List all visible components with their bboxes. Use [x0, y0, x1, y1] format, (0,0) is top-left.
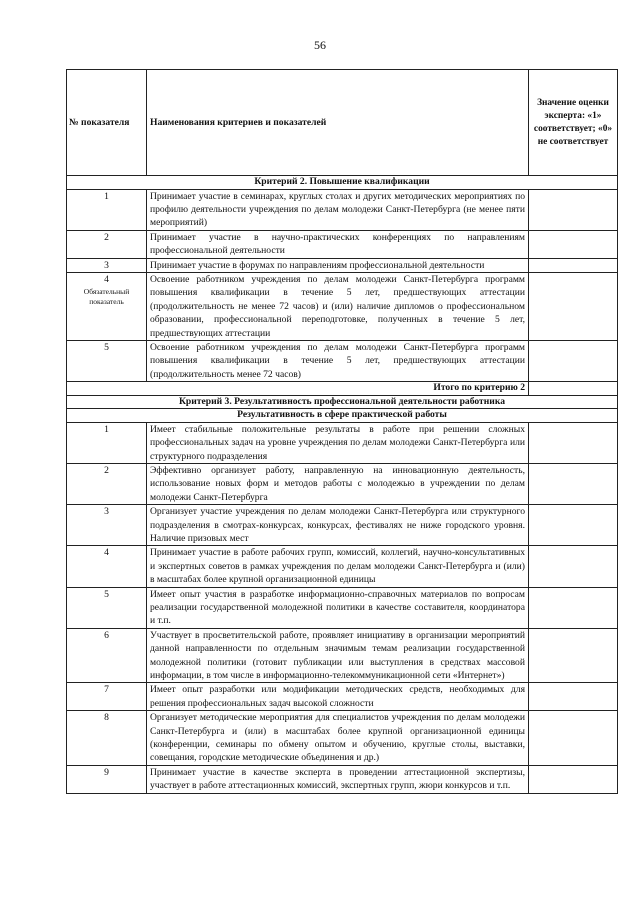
expert-mark-cell[interactable] [529, 505, 618, 546]
expert-mark-cell[interactable] [529, 546, 618, 587]
criteria-table [66, 69, 618, 794]
row-number: 1 [67, 422, 147, 463]
row-text: Принимает участие в качестве эксперта в проведении аттестационной экспертизы, участвует в работе аттестационных комиссий, экспертных групп, жюри конкурсов и т.п. [147, 765, 529, 793]
criterion-2-total-label: Итого по критерию 2 [67, 382, 529, 396]
row-number: 4 [67, 546, 147, 587]
expert-mark-cell[interactable] [529, 587, 618, 628]
row-text: Участвует в просветительской работе, проявляет инициативу в организации мероприятий данной направленности по отдельным значимым темам реализации государственной молодежной политики (готовит публикации или выступления в средствах массовой информации, в том числе в информационно-телекоммуникационной сети «Интернет») [147, 628, 529, 683]
criterion-3-subtitle: Результативность в сфере практической работы [67, 409, 618, 423]
row-number: 8 [67, 711, 147, 766]
table-row [67, 463, 618, 504]
row-text: Организует участие учреждения по делам молодежи Санкт-Петербурга или структурного подразделения в смотрах-конкурсах, конкурсах, фестивалях не ниже городского уровня. Наличие призовых мест [147, 505, 529, 546]
row-number: 4 [104, 273, 109, 285]
table-row [67, 546, 618, 587]
criterion-2-title: Критерий 2. Повышение квалификации [67, 176, 618, 190]
row-text: Организует методические мероприятия для специалистов учреждения по делам молодежи Санкт-Петербурга и (или) в масштабах более крупной организационной единицы (конференции, семинары по обмену опытом и обучению, круглые столы, выставки, совещания, городские методические объединения и др.) [147, 711, 529, 766]
criterion-2-title-row [67, 176, 618, 190]
row-text: Освоение работником учреждения по делам молодежи Санкт-Петербурга программ повышения квалификации в течение 5 лет, предшествующих аттестации (продолжительность менее 72 часов) [147, 340, 529, 381]
header-number: № показателя [67, 70, 147, 176]
table-row [67, 711, 618, 766]
criterion-3-title-row [67, 395, 618, 409]
row-number-cell [67, 272, 147, 340]
table-row [67, 230, 618, 258]
table-row [67, 505, 618, 546]
row-text: Имеет опыт разработки или модификации методических средств, необходимых для решения профессиональных задач высокой сложности [147, 683, 529, 711]
criterion-3-title: Критерий 3. Результативность профессиональной деятельности работника [67, 395, 618, 409]
row-text: Принимает участие в форумах по направлениям профессиональной деятельности [147, 258, 529, 272]
row-number: 5 [67, 587, 147, 628]
table-row [67, 587, 618, 628]
row-number: 3 [67, 258, 147, 272]
row-number: 9 [67, 765, 147, 793]
criterion-2-total-cell[interactable] [529, 382, 618, 396]
expert-mark-cell[interactable] [529, 189, 618, 230]
expert-mark-cell[interactable] [529, 272, 618, 340]
table-row [67, 765, 618, 793]
mandatory-note: Обязательный показатель [83, 287, 130, 306]
header-name: Наименования критериев и показателей [147, 70, 529, 176]
page-number: 56 [314, 38, 326, 52]
row-text: Имеет опыт участия в разработке информационно-справочных материалов по вопросам реализации государственной молодежной политики в качестве составителя, координатора и т.п. [147, 587, 529, 628]
expert-mark-cell[interactable] [529, 711, 618, 766]
criterion-2-total-row [67, 382, 618, 396]
expert-mark-cell[interactable] [529, 258, 618, 272]
expert-mark-cell[interactable] [529, 765, 618, 793]
table-row [67, 422, 618, 463]
table-header-row [67, 70, 618, 176]
row-text: Эффективно организует работу, направленную на инновационную деятельность, использование новых форм и методов работы с молодежью в учреждении по делам молодежи Санкт-Петербурга [147, 463, 529, 504]
row-text: Имеет стабильные положительные результаты в работе при решении сложных профессиональных задач на уровне учреждения по делам молодежи Санкт-Петербурга или структурного подразделения [147, 422, 529, 463]
row-number: 6 [67, 628, 147, 683]
table-row [67, 683, 618, 711]
row-number: 2 [67, 463, 147, 504]
row-text: Принимает участие в научно-практических конференциях по направлениям профессиональной деятельности [147, 230, 529, 258]
table-row [67, 628, 618, 683]
expert-mark-cell[interactable] [529, 463, 618, 504]
row-text: Освоение работником учреждения по делам молодежи Санкт-Петербурга программ повышения квалификации в течение 5 лет, предшествующих аттестации (продолжительность не менее 72 часов) и (или) наличие дипломов о профессиональном образовании, профессиональной переподготовке, полученных в течение 5 лет, предшествующих аттестации [147, 272, 529, 340]
expert-mark-cell[interactable] [529, 230, 618, 258]
row-number: 5 [67, 340, 147, 381]
table-row [67, 189, 618, 230]
row-text: Принимает участие в семинарах, круглых столах и других методических мероприятиях по профилю деятельности учреждения по делам молодежи Санкт-Петербурга (не менее пяти мероприятий) [147, 189, 529, 230]
header-mark: Значение оценки эксперта: «1» соответствует; «0» не соответствует [529, 70, 618, 176]
table-row [67, 258, 618, 272]
table-row [67, 272, 618, 340]
row-number: 7 [67, 683, 147, 711]
expert-mark-cell[interactable] [529, 683, 618, 711]
table-row [67, 340, 618, 381]
criterion-3-subtitle-row [67, 409, 618, 423]
expert-mark-cell[interactable] [529, 628, 618, 683]
row-number: 2 [67, 230, 147, 258]
row-number: 1 [67, 189, 147, 230]
expert-mark-cell[interactable] [529, 422, 618, 463]
row-number: 3 [67, 505, 147, 546]
expert-mark-cell[interactable] [529, 340, 618, 381]
row-text: Принимает участие в работе рабочих групп, комиссий, коллегий, научно-консультативных и экспертных советов в рамках учреждения по делам молодежи Санкт-Петербурга и (или) в масштабах более крупной организационной единицы [147, 546, 529, 587]
